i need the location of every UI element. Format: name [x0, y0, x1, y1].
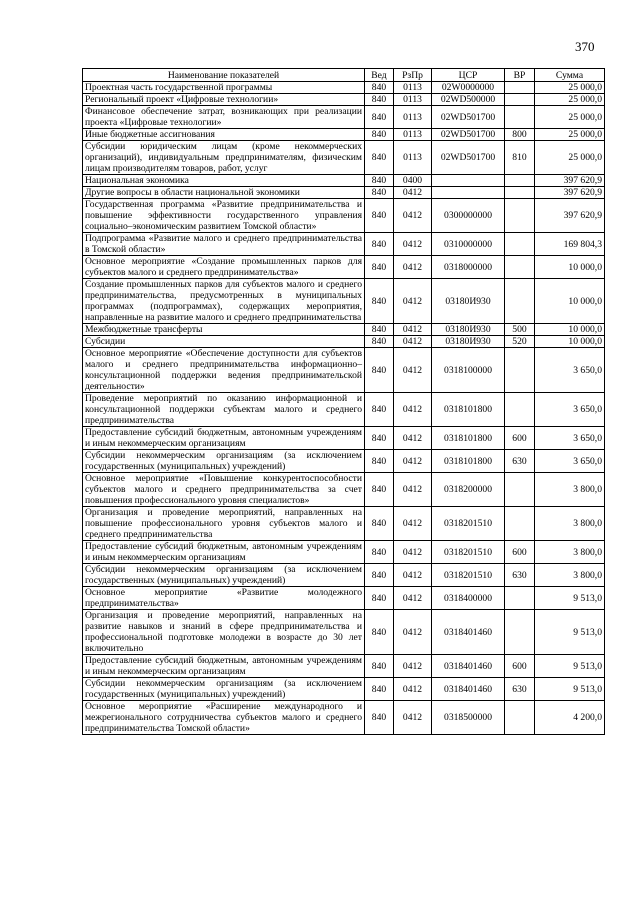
row-name: Межбюджетные трансферты [83, 324, 365, 336]
table-row [83, 701, 605, 735]
table-row [83, 678, 605, 701]
row-vr: 600 [505, 541, 535, 564]
row-name: Основное мероприятие «Повышение конкурентоспособности субъектов малого и среднего предпринимательства за счет повышения профессионального уровня специалистов» [83, 473, 365, 507]
row-rzpr: 0412 [394, 450, 432, 473]
table-row [83, 129, 605, 141]
header-rzpr: РзПр [394, 69, 432, 82]
row-rzpr: 0412 [394, 507, 432, 541]
row-ved: 840 [365, 106, 394, 129]
table-row [83, 187, 605, 199]
row-csr: 0318201510 [432, 541, 505, 564]
row-vr [505, 507, 535, 541]
table-row [83, 199, 605, 233]
row-ved: 840 [365, 541, 394, 564]
row-sum: 10 000,0 [535, 256, 605, 279]
row-name: Предоставление субсидий бюджетным, автономным учреждениям и иным некоммерческим организациям [83, 427, 365, 450]
row-name: Подпрограмма «Развитие малого и среднего предпринимательства в Томской области» [83, 233, 365, 256]
row-name: Субсидии юридическим лицам (кроме некоммерческих организаций), индивидуальным предпринимателям, физическим лицам производителям товаров, работ, услуг [83, 141, 365, 175]
row-ved: 840 [365, 393, 394, 427]
row-ved: 840 [365, 129, 394, 141]
row-sum: 25 000,0 [535, 129, 605, 141]
row-sum: 9 513,0 [535, 587, 605, 610]
header-name: Наименование показателей [83, 69, 365, 82]
row-ved: 840 [365, 279, 394, 324]
row-sum: 3 650,0 [535, 450, 605, 473]
table-row [83, 393, 605, 427]
row-name: Национальная экономика [83, 175, 365, 187]
row-ved: 840 [365, 587, 394, 610]
row-rzpr: 0412 [394, 701, 432, 735]
row-vr [505, 106, 535, 129]
row-rzpr: 0113 [394, 82, 432, 94]
row-sum: 3 800,0 [535, 541, 605, 564]
row-sum: 3 800,0 [535, 473, 605, 507]
table-row [83, 348, 605, 393]
row-csr: 02WD501700 [432, 129, 505, 141]
row-csr: 0318200000 [432, 473, 505, 507]
row-sum: 169 804,3 [535, 233, 605, 256]
row-vr [505, 233, 535, 256]
row-ved: 840 [365, 94, 394, 106]
row-vr [505, 587, 535, 610]
row-sum: 397 620,9 [535, 199, 605, 233]
row-vr: 500 [505, 324, 535, 336]
row-name: Организация и проведение мероприятий, направленных на повышение профессионального уровня субъектов малого и среднего предпринимательства [83, 507, 365, 541]
row-sum: 10 000,0 [535, 336, 605, 348]
table-row [83, 655, 605, 678]
row-name: Другие вопросы в области национальной экономики [83, 187, 365, 199]
table-row [83, 106, 605, 129]
row-ved: 840 [365, 233, 394, 256]
row-sum: 25 000,0 [535, 106, 605, 129]
table-row [83, 507, 605, 541]
row-vr [505, 175, 535, 187]
row-vr [505, 82, 535, 94]
row-ved: 840 [365, 336, 394, 348]
budget-table [82, 68, 605, 735]
row-vr: 600 [505, 427, 535, 450]
row-rzpr: 0412 [394, 610, 432, 655]
row-sum: 9 513,0 [535, 678, 605, 701]
header-vr: ВР [505, 69, 535, 82]
row-rzpr: 0113 [394, 94, 432, 106]
row-name: Проектная часть государственной программы [83, 82, 365, 94]
row-sum: 9 513,0 [535, 610, 605, 655]
row-vr [505, 279, 535, 324]
row-rzpr: 0412 [394, 324, 432, 336]
row-rzpr: 0113 [394, 106, 432, 129]
table-row [83, 279, 605, 324]
row-sum: 3 650,0 [535, 427, 605, 450]
row-name: Региональный проект «Цифровые технологии» [83, 94, 365, 106]
table-row [83, 450, 605, 473]
row-csr: 03180И930 [432, 324, 505, 336]
row-sum: 397 620,9 [535, 187, 605, 199]
row-rzpr: 0412 [394, 655, 432, 678]
row-name: Субсидии некоммерческим организациям (за исключением государственных (муниципальных) учреждений) [83, 564, 365, 587]
row-ved: 840 [365, 256, 394, 279]
row-rzpr: 0412 [394, 336, 432, 348]
row-name: Субсидии некоммерческим организациям (за исключением государственных (муниципальных) учреждений) [83, 450, 365, 473]
table-row [83, 473, 605, 507]
table-row [83, 175, 605, 187]
row-vr [505, 256, 535, 279]
row-vr [505, 473, 535, 507]
row-ved: 840 [365, 450, 394, 473]
table-row [83, 564, 605, 587]
row-csr [432, 175, 505, 187]
row-sum: 25 000,0 [535, 82, 605, 94]
row-ved: 840 [365, 655, 394, 678]
table-row [83, 541, 605, 564]
table-row [83, 324, 605, 336]
row-name: Основное мероприятие «Развитие молодежного предпринимательства» [83, 587, 365, 610]
row-rzpr: 0412 [394, 348, 432, 393]
row-csr: 0318500000 [432, 701, 505, 735]
row-csr: 0318400000 [432, 587, 505, 610]
row-vr: 630 [505, 564, 535, 587]
row-csr: 0318201510 [432, 564, 505, 587]
row-ved: 840 [365, 678, 394, 701]
table-row [83, 427, 605, 450]
row-rzpr: 0412 [394, 564, 432, 587]
row-rzpr: 0412 [394, 393, 432, 427]
row-csr: 0318401460 [432, 610, 505, 655]
row-rzpr: 0412 [394, 678, 432, 701]
header-csr: ЦСР [432, 69, 505, 82]
row-vr [505, 187, 535, 199]
row-rzpr: 0412 [394, 199, 432, 233]
table-row [83, 94, 605, 106]
row-ved: 840 [365, 427, 394, 450]
row-rzpr: 0412 [394, 587, 432, 610]
row-sum: 25 000,0 [535, 94, 605, 106]
row-name: Организация и проведение мероприятий, направленных на развитие навыков и знаний в сфере предпринимательства и профессиональной подготовке молодежи в возрасте до 30 лет включительно [83, 610, 365, 655]
row-rzpr: 0113 [394, 129, 432, 141]
row-rzpr: 0412 [394, 187, 432, 199]
row-rzpr: 0412 [394, 473, 432, 507]
row-vr [505, 348, 535, 393]
row-ved: 840 [365, 564, 394, 587]
row-name: Иные бюджетные ассигнования [83, 129, 365, 141]
row-name: Субсидии [83, 336, 365, 348]
row-rzpr: 0400 [394, 175, 432, 187]
row-vr: 520 [505, 336, 535, 348]
row-csr: 02WD500000 [432, 94, 505, 106]
row-rzpr: 0412 [394, 233, 432, 256]
row-csr: 02WD501700 [432, 106, 505, 129]
row-csr: 0318401460 [432, 655, 505, 678]
row-name: Основное мероприятие «Обеспечение доступности для субъектов малого и среднего предпринимательства информационно–консультационной поддержки ведения предпринимательской деятельности» [83, 348, 365, 393]
row-csr [432, 187, 505, 199]
row-rzpr: 0412 [394, 279, 432, 324]
row-csr: 03180И930 [432, 279, 505, 324]
table-row [83, 82, 605, 94]
row-vr: 630 [505, 450, 535, 473]
row-rzpr: 0113 [394, 141, 432, 175]
row-sum: 10 000,0 [535, 324, 605, 336]
row-rzpr: 0412 [394, 541, 432, 564]
row-csr: 0318000000 [432, 256, 505, 279]
row-name: Основное мероприятие «Расширение международного и межрегионального сотрудничества субъектов малого и среднего предпринимательства Томской области» [83, 701, 365, 735]
row-vr: 630 [505, 678, 535, 701]
row-csr: 0318101800 [432, 450, 505, 473]
row-ved: 840 [365, 473, 394, 507]
row-vr [505, 701, 535, 735]
row-rzpr: 0412 [394, 427, 432, 450]
row-name: Основное мероприятие «Создание промышленных парков для субъектов малого и среднего предпринимательства» [83, 256, 365, 279]
row-name: Предоставление субсидий бюджетным, автономным учреждениям и иным некоммерческим организациям [83, 655, 365, 678]
row-csr: 0318100000 [432, 348, 505, 393]
row-vr: 800 [505, 129, 535, 141]
table-row [83, 141, 605, 175]
table-header-row [83, 69, 605, 82]
row-csr: 0300000000 [432, 199, 505, 233]
row-ved: 840 [365, 348, 394, 393]
page-number: 370 [575, 39, 595, 54]
row-sum: 3 800,0 [535, 507, 605, 541]
row-csr: 0318101800 [432, 393, 505, 427]
row-ved: 840 [365, 507, 394, 541]
header-ved: Вед [365, 69, 394, 82]
row-name: Создание промышленных парков для субъектов малого и среднего предпринимательства, предусмотренных в муниципальных программах (подпрограммах), содержащих мероприятия, направленные на развитие малого и среднего предпринимательства [83, 279, 365, 324]
row-csr: 02W0000000 [432, 82, 505, 94]
table-row [83, 233, 605, 256]
row-name: Предоставление субсидий бюджетным, автономным учреждениям и иным некоммерческим организациям [83, 541, 365, 564]
row-vr [505, 610, 535, 655]
row-csr: 0318201510 [432, 507, 505, 541]
table-row [83, 336, 605, 348]
row-vr [505, 393, 535, 427]
row-sum: 9 513,0 [535, 655, 605, 678]
row-name: Государственная программа «Развитие предпринимательства и повышение эффективности государственного управления социально–экономическим развитием Томской области» [83, 199, 365, 233]
row-ved: 840 [365, 187, 394, 199]
row-sum: 25 000,0 [535, 141, 605, 175]
row-csr: 0318401460 [432, 678, 505, 701]
row-csr: 02WD501700 [432, 141, 505, 175]
row-ved: 840 [365, 199, 394, 233]
row-ved: 840 [365, 701, 394, 735]
table-row [83, 610, 605, 655]
row-ved: 840 [365, 324, 394, 336]
row-ved: 840 [365, 175, 394, 187]
row-name: Финансовое обеспечение затрат, возникающих при реализации проекта «Цифровые технологии» [83, 106, 365, 129]
table-body [83, 82, 605, 735]
row-csr: 0310000000 [432, 233, 505, 256]
row-sum: 3 800,0 [535, 564, 605, 587]
row-ved: 840 [365, 610, 394, 655]
row-sum: 4 200,0 [535, 701, 605, 735]
row-name: Проведение мероприятий по оказанию информационной и консультационной поддержки субъектам малого и среднего предпринимательства [83, 393, 365, 427]
row-sum: 10 000,0 [535, 279, 605, 324]
row-ved: 840 [365, 82, 394, 94]
row-sum: 3 650,0 [535, 348, 605, 393]
row-sum: 397 620,9 [535, 175, 605, 187]
row-csr: 0318101800 [432, 427, 505, 450]
row-vr: 810 [505, 141, 535, 175]
table-row [83, 256, 605, 279]
row-csr: 03180И930 [432, 336, 505, 348]
row-vr [505, 94, 535, 106]
row-vr: 600 [505, 655, 535, 678]
table-row [83, 587, 605, 610]
row-vr [505, 199, 535, 233]
row-sum: 3 650,0 [535, 393, 605, 427]
header-sum: Сумма [535, 69, 605, 82]
row-name: Субсидии некоммерческим организациям (за исключением государственных (муниципальных) учреждений) [83, 678, 365, 701]
row-rzpr: 0412 [394, 256, 432, 279]
row-ved: 840 [365, 141, 394, 175]
